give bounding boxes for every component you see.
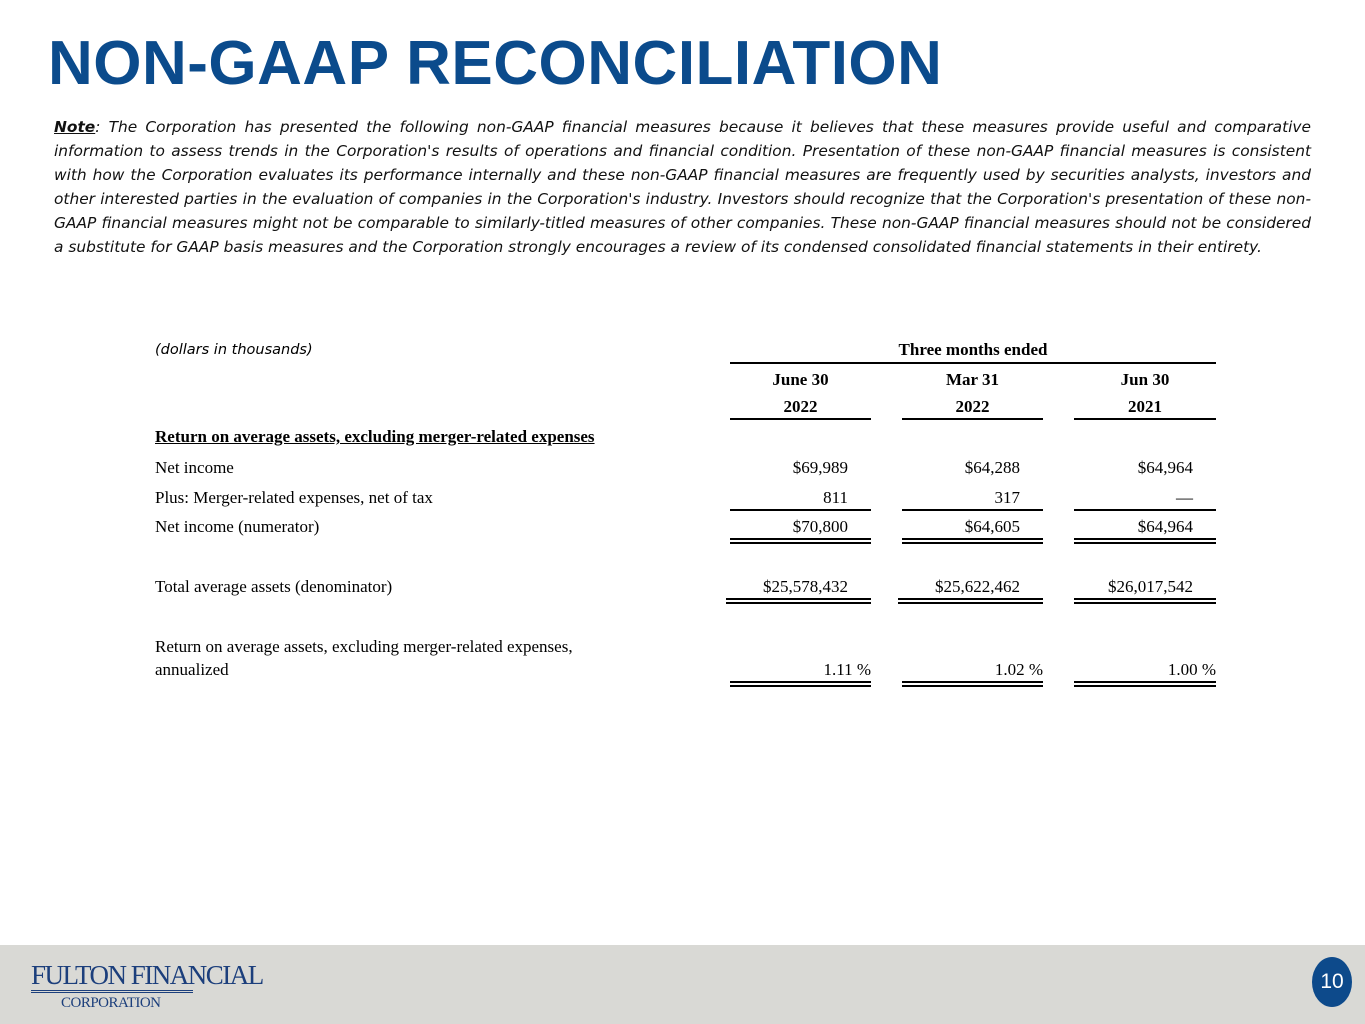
net-income-value-1: $69,989 [792,458,848,477]
row-label-merger: Plus: Merger-related expenses, net of tax [155,488,433,507]
subtotal-rule-3 [1074,509,1216,511]
row-label-net-income: Net income [155,458,234,477]
numerator-value-3: $64,964 [1137,517,1193,536]
assets-value-2: $25,622,462 [935,577,1020,596]
roa-value-3: 1.00 % [1167,660,1216,679]
merger-value-3: — [1176,488,1193,507]
merger-value-1: 811 [823,488,848,507]
total-rule-1 [730,538,871,544]
roa-value-1: 1.11 % [823,660,871,679]
subtotal-rule-1 [730,509,871,511]
net-income-value-3: $64,964 [1137,458,1193,477]
note-text: : The Corporation has presented the following non-GAAP financial measures because it believes that these measures provide useful and comparative information to assess trends in the Corporation's results of operations and financial condition. Presentation of these non-GAAP financial measures is consistent with how the Corporation evaluates its performance internally and these non-GAAP financial measures are frequently used by securities analysts, investors and other interested parties in the evaluation of companies in the Corporation's industry. Investors should recognize that the Corporation's presentation of these non-GAAP financial measures might not be comparable to similarly-titled measures of other companies. These non-GAAP financial measures should not be considered a substitute for GAAP basis measures and the Corporation strongly encourages a review of its condensed consolidated financial statements in their entirety. [54,118,1311,256]
subtotal-rule-2 [902,509,1043,511]
roa-rule-1 [730,681,871,687]
assets-rule-2 [898,598,1043,604]
logo-wordmark: FULTON FINANCIAL [31,960,263,990]
total-rule-3 [1074,538,1216,544]
column-year-2: 2022 [955,397,990,416]
column-year-3: 2021 [1128,397,1162,416]
net-income-value-2: $64,288 [964,458,1020,477]
row-label-assets: Total average assets (denominator) [155,577,393,596]
assets-value-3: $26,017,542 [1108,577,1193,596]
period-header: Three months ended [898,340,1048,359]
roa-rule-3 [1074,681,1216,687]
column-year-1: 2022 [783,397,818,416]
roa-rule-2 [902,681,1043,687]
column-rule-2 [902,418,1043,420]
row-label-roa-line2: annualized [155,660,229,679]
page-title: NON-GAAP RECONCILIATION [48,29,943,98]
note-lead: Note [54,118,96,136]
merger-value-2: 317 [994,488,1020,507]
company-logo [31,960,263,1012]
assets-rule-1 [726,598,871,604]
logo-rule [31,990,193,993]
page-number-badge: 10 [1312,957,1352,1007]
column-rule-3 [1074,418,1216,420]
column-rule-1 [730,418,871,420]
logo-subtitle: CORPORATION [61,995,161,1011]
assets-value-1: $25,578,432 [763,577,848,596]
numerator-value-2: $64,605 [964,517,1020,536]
column-month-2: Mar 31 [945,370,1000,389]
period-header-rule [730,362,1216,364]
row-label-roa-line1: Return on average assets, excluding merger-related expenses, [155,637,573,656]
units-label: (dollars in thousands) [155,342,313,358]
section-title: Return on average assets, excluding merger-related expenses [155,427,595,446]
assets-rule-3 [1074,598,1216,604]
column-month-3: Jun 30 [1120,370,1170,389]
numerator-value-1: $70,800 [792,517,848,536]
column-month-1: June 30 [772,370,829,389]
total-rule-2 [902,538,1043,544]
row-label-numerator: Net income (numerator) [155,517,320,536]
roa-value-2: 1.02 % [994,660,1043,679]
